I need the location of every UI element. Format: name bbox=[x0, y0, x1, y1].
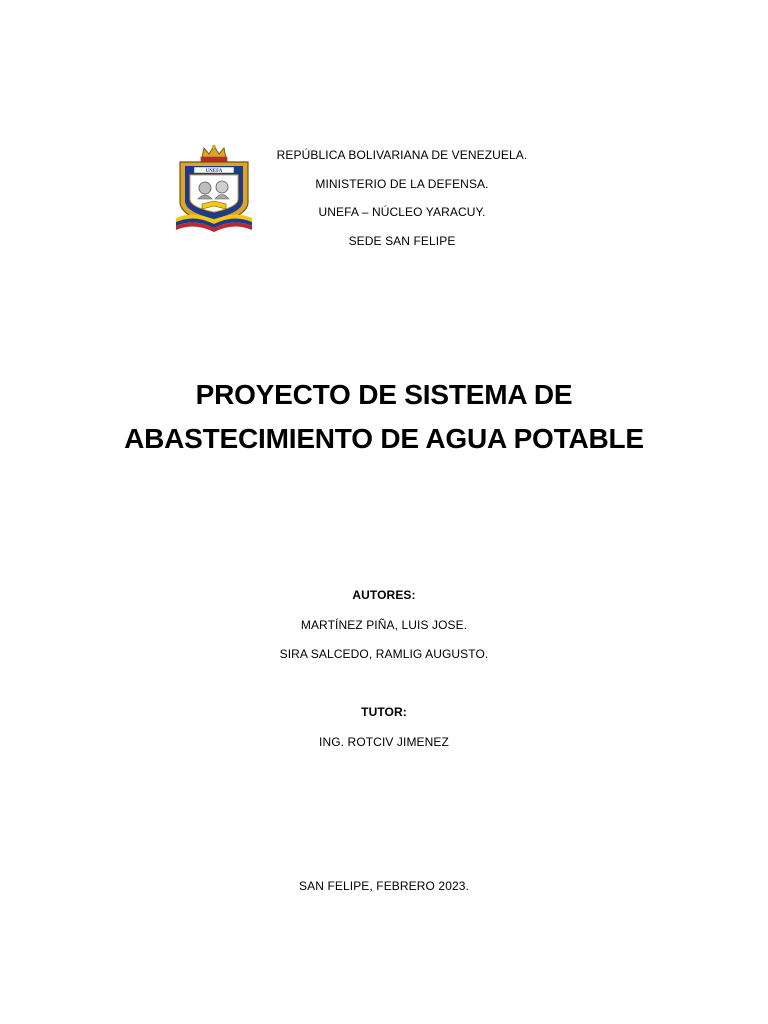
header-line-ministry: MINISTERIO DE LA DEFENSA. bbox=[315, 177, 489, 191]
author-name: SIRA SALCEDO, RAMLIG AUGUSTO. bbox=[279, 647, 489, 661]
document-title-line-1: PROYECTO DE SISTEMA DE bbox=[195, 379, 573, 410]
authors-label: AUTORES: bbox=[352, 588, 416, 602]
header-line-republic: REPÚBLICA BOLIVARIANA DE VENEZUELA. bbox=[276, 148, 528, 162]
place-date: SAN FELIPE, FEBRERO 2023. bbox=[299, 879, 469, 893]
crest-text: UNEFA bbox=[205, 169, 223, 174]
tutor-label: TUTOR: bbox=[361, 705, 407, 719]
header-line-campus: SEDE SAN FELIPE bbox=[348, 234, 456, 248]
header-line-institution: UNEFA – NÚCLEO YARACUY. bbox=[318, 205, 486, 219]
author-name: MARTÍNEZ PIÑA, LUIS JOSE. bbox=[300, 618, 468, 632]
document-title-line-2: ABASTECIMIENTO DE AGUA POTABLE bbox=[124, 423, 644, 454]
tutor-name: ING. ROTCIV JIMENEZ bbox=[319, 735, 449, 749]
